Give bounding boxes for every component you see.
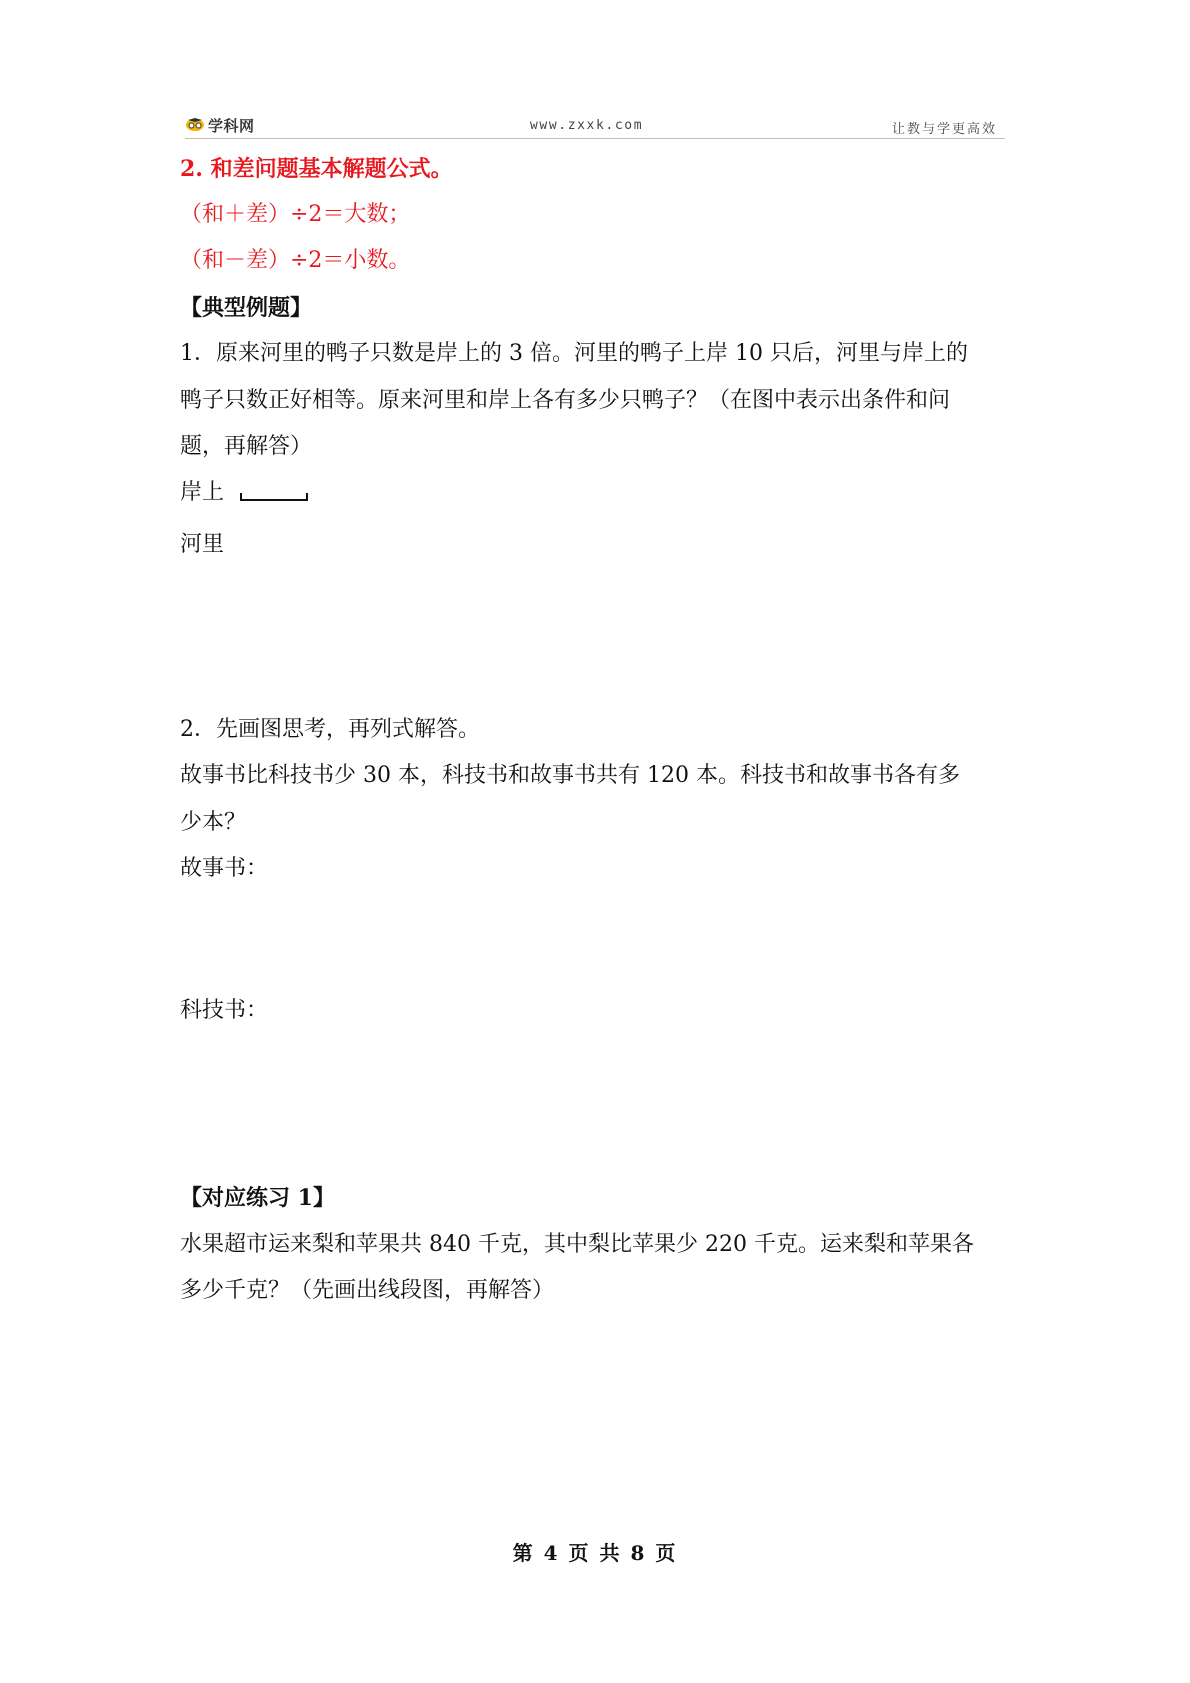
logo-text: 学科网 bbox=[208, 116, 255, 135]
shore-segment-line bbox=[240, 493, 308, 501]
formula-big-number: （和＋差）÷2＝大数； bbox=[180, 202, 411, 227]
formula-title: 2. 和差问题基本解题公式。 bbox=[180, 156, 453, 182]
diagram-label-shore: 岸上 bbox=[180, 480, 225, 505]
site-logo[interactable] bbox=[185, 115, 255, 135]
page-header bbox=[185, 112, 1005, 139]
diagram-label-story-books: 故事书： bbox=[180, 856, 269, 881]
site-slogan: 让教与学更高效 bbox=[891, 122, 997, 137]
example-2-line-3: 少本？ bbox=[180, 810, 247, 835]
practice-line-2: 多少千克？（先画出线段图，再解答） bbox=[180, 1278, 555, 1303]
example-1-line-2: 鸭子只数正好相等。原来河里和岸上各有多少只鸭子？（在图中表示出条件和问 bbox=[180, 388, 951, 413]
formula-small-number: （和－差）÷2＝小数。 bbox=[180, 248, 411, 273]
example-2-line-1: 2．先画图思考，再列式解答。 bbox=[180, 717, 480, 742]
logo-icon bbox=[185, 118, 205, 132]
example-1-line-1: 1．原来河里的鸭子只数是岸上的 3 倍。河里的鸭子上岸 10 只后，河里与岸上的 bbox=[180, 341, 968, 366]
examples-heading: 【典型例题】 bbox=[180, 295, 313, 321]
diagram-label-science-books: 科技书： bbox=[180, 998, 269, 1023]
example-1-line-3: 题，再解答） bbox=[180, 434, 313, 459]
practice-line-1: 水果超市运来梨和苹果共 840 千克，其中梨比苹果少 220 千克。运来梨和苹果各 bbox=[180, 1232, 974, 1257]
diagram-label-river: 河里 bbox=[180, 532, 225, 557]
practice-heading: 【对应练习 1】 bbox=[180, 1185, 335, 1211]
site-url[interactable]: www.zxxk.com bbox=[530, 118, 644, 133]
page-number: 第 4 页 共 8 页 bbox=[512, 1541, 678, 1565]
example-2-line-2: 故事书比科技书少 30 本，科技书和故事书共有 120 本。科技书和故事书各有多 bbox=[180, 763, 960, 788]
